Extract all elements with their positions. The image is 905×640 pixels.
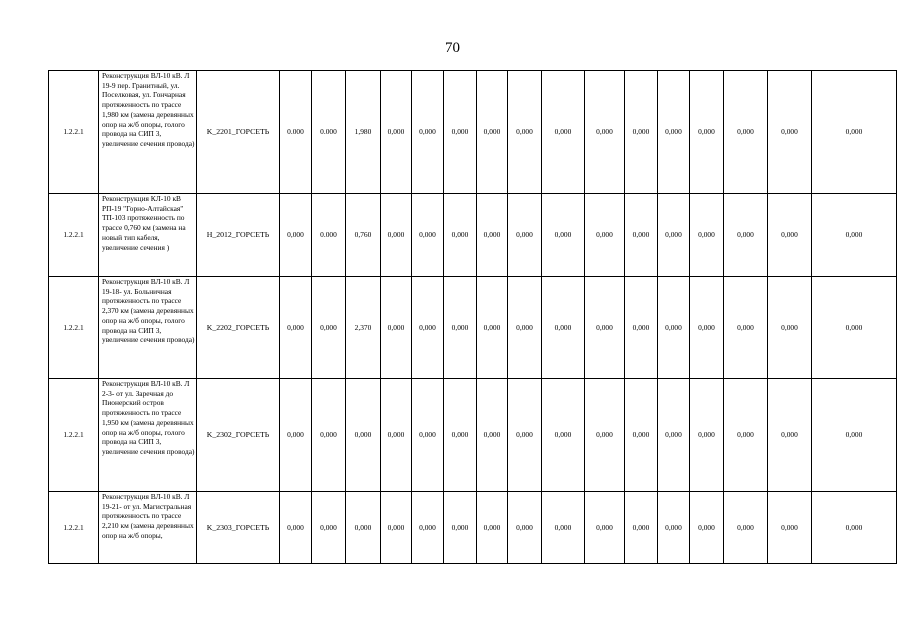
- value-cell: 0,000: [312, 379, 346, 492]
- value-cell: 1,980: [346, 71, 381, 194]
- value-cell: 0,000: [444, 277, 477, 379]
- project-description-cell: Реконструкция ВЛ-10 кВ. Л 19-9 пер. Гранитный, ул. Поселковая, ул. Гончарная протяженность по трассе 1,980 км (замена деревянных опор на ж/б опоры, голого провода на СИП 3, увеличение сечения провода): [99, 71, 197, 194]
- value-cell: 0,000: [542, 492, 585, 564]
- project-code-cell: K_2302_ГОРСЕТЬ: [197, 379, 280, 492]
- value-cell: 0,000: [768, 194, 812, 277]
- page-number: 70: [445, 40, 460, 56]
- investment-table: [48, 70, 897, 564]
- project-code-cell: K_2303_ГОРСЕТЬ: [197, 492, 280, 564]
- value-cell: 0,000: [477, 194, 508, 277]
- value-cell: 0,000: [585, 194, 625, 277]
- value-cell: 0,000: [724, 379, 768, 492]
- value-cell: 0,000: [690, 492, 724, 564]
- value-cell: 0,760: [346, 194, 381, 277]
- value-cell: 0,000: [658, 277, 690, 379]
- project-description-cell: Реконструкция ВЛ-10 кВ. Л 2-3- от ул. Заречная до Пионерский остров протяженность по трассе 1,950 км (замена деревянных опор на ж/б опоры, голого провода на СИП 3, увеличение сечения провода): [99, 379, 197, 492]
- value-cell: 0,000: [508, 492, 542, 564]
- value-cell: 0,000: [585, 492, 625, 564]
- value-cell: 0,000: [312, 492, 346, 564]
- value-cell: 0,000: [812, 492, 897, 564]
- value-cell: 0,000: [312, 277, 346, 379]
- value-cell: 0.000: [280, 71, 312, 194]
- value-cell: 0,000: [768, 492, 812, 564]
- value-cell: 0,000: [768, 71, 812, 194]
- value-cell: 0,000: [724, 194, 768, 277]
- value-cell: 0,000: [542, 277, 585, 379]
- value-cell: 0,000: [346, 492, 381, 564]
- value-cell: 0,000: [381, 492, 412, 564]
- value-cell: 0,000: [724, 492, 768, 564]
- value-cell: 0,000: [477, 277, 508, 379]
- value-cell: 0,000: [280, 194, 312, 277]
- table-row: [49, 71, 897, 194]
- project-description-cell: Реконструкция КЛ-10 кВ РП-19 "Горно-Алтайская" ТП-103 протяженность по трассе 0,760 км (замена на новый тип кабеля, увеличение сечения ): [99, 194, 197, 277]
- value-cell: 0,000: [444, 194, 477, 277]
- value-cell: 0,000: [690, 194, 724, 277]
- value-cell: 0,000: [658, 379, 690, 492]
- project-code-cell: K_2201_ГОРСЕТЬ: [197, 71, 280, 194]
- value-cell: 0,000: [585, 71, 625, 194]
- value-cell: 0,000: [542, 71, 585, 194]
- value-cell: 0,000: [690, 277, 724, 379]
- value-cell: 0,000: [542, 194, 585, 277]
- item-number-cell: 1.2.2.1: [49, 492, 99, 564]
- value-cell: 0,000: [812, 194, 897, 277]
- value-cell: 0,000: [508, 194, 542, 277]
- value-cell: 0,000: [690, 379, 724, 492]
- item-number-cell: 1.2.2.1: [49, 277, 99, 379]
- value-cell: 0,000: [346, 379, 381, 492]
- table-row: [49, 492, 897, 564]
- project-code-cell: H_2012_ГОРСЕТЬ: [197, 194, 280, 277]
- value-cell: 0,000: [381, 194, 412, 277]
- project-code-cell: K_2202_ГОРСЕТЬ: [197, 277, 280, 379]
- value-cell: 0,000: [412, 277, 444, 379]
- value-cell: 0,000: [477, 492, 508, 564]
- value-cell: 0,000: [724, 277, 768, 379]
- item-number-cell: 1.2.2.1: [49, 71, 99, 194]
- value-cell: 0,000: [812, 379, 897, 492]
- value-cell: 0,000: [625, 379, 658, 492]
- value-cell: 0,000: [444, 379, 477, 492]
- value-cell: 0,000: [724, 71, 768, 194]
- value-cell: 0,000: [444, 492, 477, 564]
- value-cell: 0,000: [585, 379, 625, 492]
- value-cell: 0,000: [444, 71, 477, 194]
- table-row: [49, 194, 897, 277]
- value-cell: 0,000: [812, 277, 897, 379]
- value-cell: 0,000: [625, 277, 658, 379]
- table-row: [49, 277, 897, 379]
- project-description-cell: Реконструкция ВЛ-10 кВ. Л 19-18- ул. Больничная протяженность по трассе 2,370 км (замена деревянных опор на ж/б опоры, голого провода на СИП 3, увеличение сечения провода): [99, 277, 197, 379]
- value-cell: 0,000: [625, 492, 658, 564]
- value-cell: 0,000: [508, 277, 542, 379]
- value-cell: 0,000: [412, 71, 444, 194]
- value-cell: 0,000: [412, 379, 444, 492]
- value-cell: 0,000: [280, 379, 312, 492]
- value-cell: 0,000: [412, 194, 444, 277]
- value-cell: 0,000: [477, 379, 508, 492]
- value-cell: 0,000: [768, 277, 812, 379]
- value-cell: 0,000: [542, 379, 585, 492]
- value-cell: 0,000: [381, 277, 412, 379]
- value-cell: 0,000: [658, 492, 690, 564]
- value-cell: 0,000: [280, 277, 312, 379]
- project-description-cell: Реконструкция ВЛ-10 кВ. Л 19-21- от ул. Магистральная протяженность по трассе 2,210 км (замена деревянных опор на ж/б опоры,: [99, 492, 197, 564]
- item-number-cell: 1.2.2.1: [49, 194, 99, 277]
- value-cell: 0,000: [381, 379, 412, 492]
- item-number-cell: 1.2.2.1: [49, 379, 99, 492]
- value-cell: 0,000: [625, 194, 658, 277]
- value-cell: 2,370: [346, 277, 381, 379]
- value-cell: 0.000: [312, 71, 346, 194]
- value-cell: 0.000: [312, 194, 346, 277]
- value-cell: 0,000: [625, 71, 658, 194]
- value-cell: 0,000: [412, 492, 444, 564]
- value-cell: 0,000: [585, 277, 625, 379]
- value-cell: 0,000: [280, 492, 312, 564]
- value-cell: 0,000: [477, 71, 508, 194]
- value-cell: 0,000: [690, 71, 724, 194]
- value-cell: 0,000: [768, 379, 812, 492]
- value-cell: 0,000: [381, 71, 412, 194]
- value-cell: 0,000: [658, 194, 690, 277]
- value-cell: 0,000: [508, 379, 542, 492]
- value-cell: 0,000: [812, 71, 897, 194]
- table-row: [49, 379, 897, 492]
- value-cell: 0,000: [658, 71, 690, 194]
- value-cell: 0,000: [508, 71, 542, 194]
